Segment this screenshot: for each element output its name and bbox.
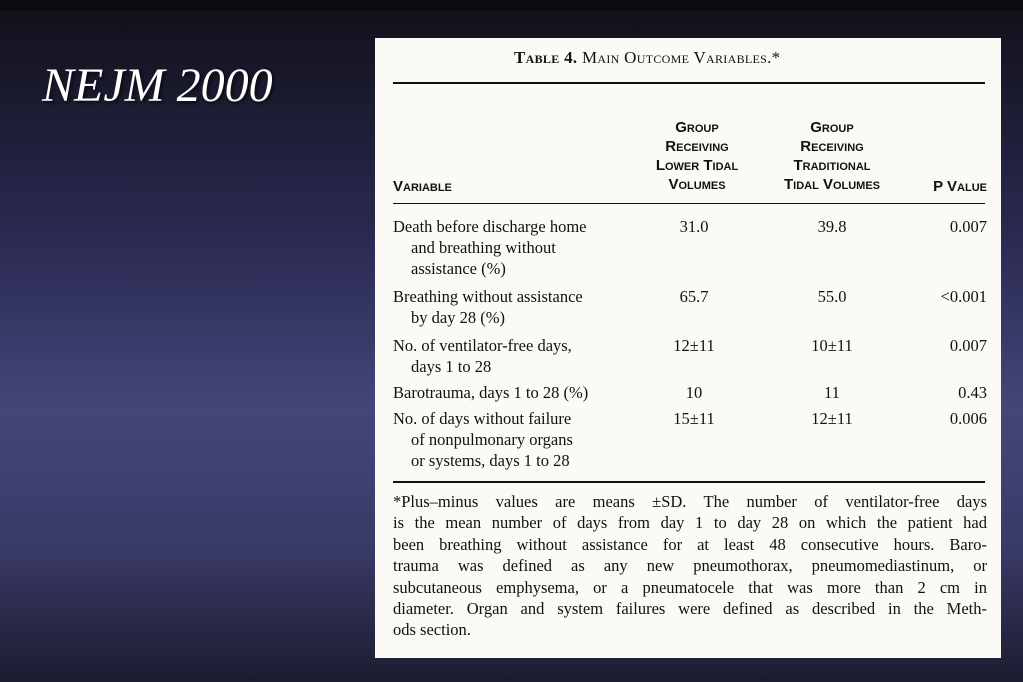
header-trad-line3: Traditional (793, 157, 871, 174)
header-variable: Variable (393, 178, 452, 195)
row-label-line: No. of days without failure (393, 409, 572, 428)
footnote-line: is the mean number of days from day 1 to day 28 on which the patient had (393, 513, 987, 533)
slide-title: NEJM 2000 (42, 59, 273, 112)
cell-lower: 10 (685, 383, 703, 402)
header-trad-line2: Receiving (800, 138, 864, 155)
cell-traditional: 11 (824, 383, 840, 402)
header-p-value: P Value (933, 178, 987, 195)
cell-lower: 31.0 (679, 217, 709, 236)
table-scan (375, 38, 1001, 658)
footnote-line: ods section. (393, 620, 471, 640)
top-band (0, 0, 1023, 10)
row-label-line: or systems, days 1 to 28 (411, 451, 570, 470)
footnote-line: diameter. Organ and system failures were defined as described in the Meth- (393, 599, 987, 619)
table-caption: Main Outcome Variables.* (581, 48, 781, 67)
row-label-line: Breathing without assistance (393, 287, 583, 306)
cell-p-value: 0.007 (949, 336, 987, 355)
header-traditional-tidal (767, 118, 897, 194)
row-label-line: by day 28 (%) (411, 308, 505, 327)
header-lower-line2: Receiving (665, 138, 729, 155)
cell-p-value: 0.43 (958, 383, 987, 402)
cell-traditional: 55.0 (817, 287, 847, 306)
table-row (393, 335, 572, 377)
table-row (393, 216, 587, 279)
cell-traditional: 39.8 (817, 217, 847, 236)
table-title (514, 48, 780, 68)
table-row (393, 286, 583, 328)
row-label-line: days 1 to 28 (411, 357, 492, 376)
header-trad-line4: Tidal Volumes (783, 176, 881, 193)
cell-lower: 65.7 (679, 287, 709, 306)
footnote-line: subcutaneous emphysema, or a pneumatocele that was more than 2 cm in (393, 577, 987, 597)
header-lower-line4: Volumes (668, 176, 726, 193)
cell-lower: 12±11 (673, 336, 715, 355)
footnote-line: *Plus–minus values are means ±SD. The number of ventilator-free days (393, 492, 987, 511)
header-lower-line3: Lower Tidal (655, 157, 739, 174)
row-label-line: of nonpulmonary organs (411, 430, 573, 449)
header-trad-line1: Group (810, 119, 854, 136)
row-label-line: No. of ventilator-free days, (393, 336, 572, 355)
table-footnote (393, 491, 987, 641)
header-lower-line1: Group (675, 119, 719, 136)
cell-lower: 15±11 (673, 409, 715, 428)
header-lower-tidal (637, 118, 757, 194)
table-number: Table 4. (514, 48, 578, 67)
table-row (393, 382, 588, 403)
row-label-line: Death before discharge home (393, 217, 587, 236)
header-rule (393, 203, 985, 204)
row-label-line: assistance (%) (411, 259, 506, 278)
footnote-line: been breathing without assistance for at least 48 consecutive hours. Baro- (393, 534, 987, 554)
bottom-rule (393, 481, 985, 483)
table-row (393, 408, 573, 471)
cell-p-value: <0.001 (940, 287, 987, 306)
cell-traditional: 10±11 (811, 336, 853, 355)
top-rule (393, 82, 985, 84)
cell-p-value: 0.006 (949, 409, 987, 428)
cell-traditional: 12±11 (811, 409, 853, 428)
cell-p-value: 0.007 (949, 217, 987, 236)
row-label-line: Barotrauma, days 1 to 28 (%) (393, 383, 589, 402)
footnote-line: trauma was defined as any new pneumothorax, pneumomediastinum, or (393, 556, 987, 576)
row-label-line: and breathing without (411, 238, 556, 257)
